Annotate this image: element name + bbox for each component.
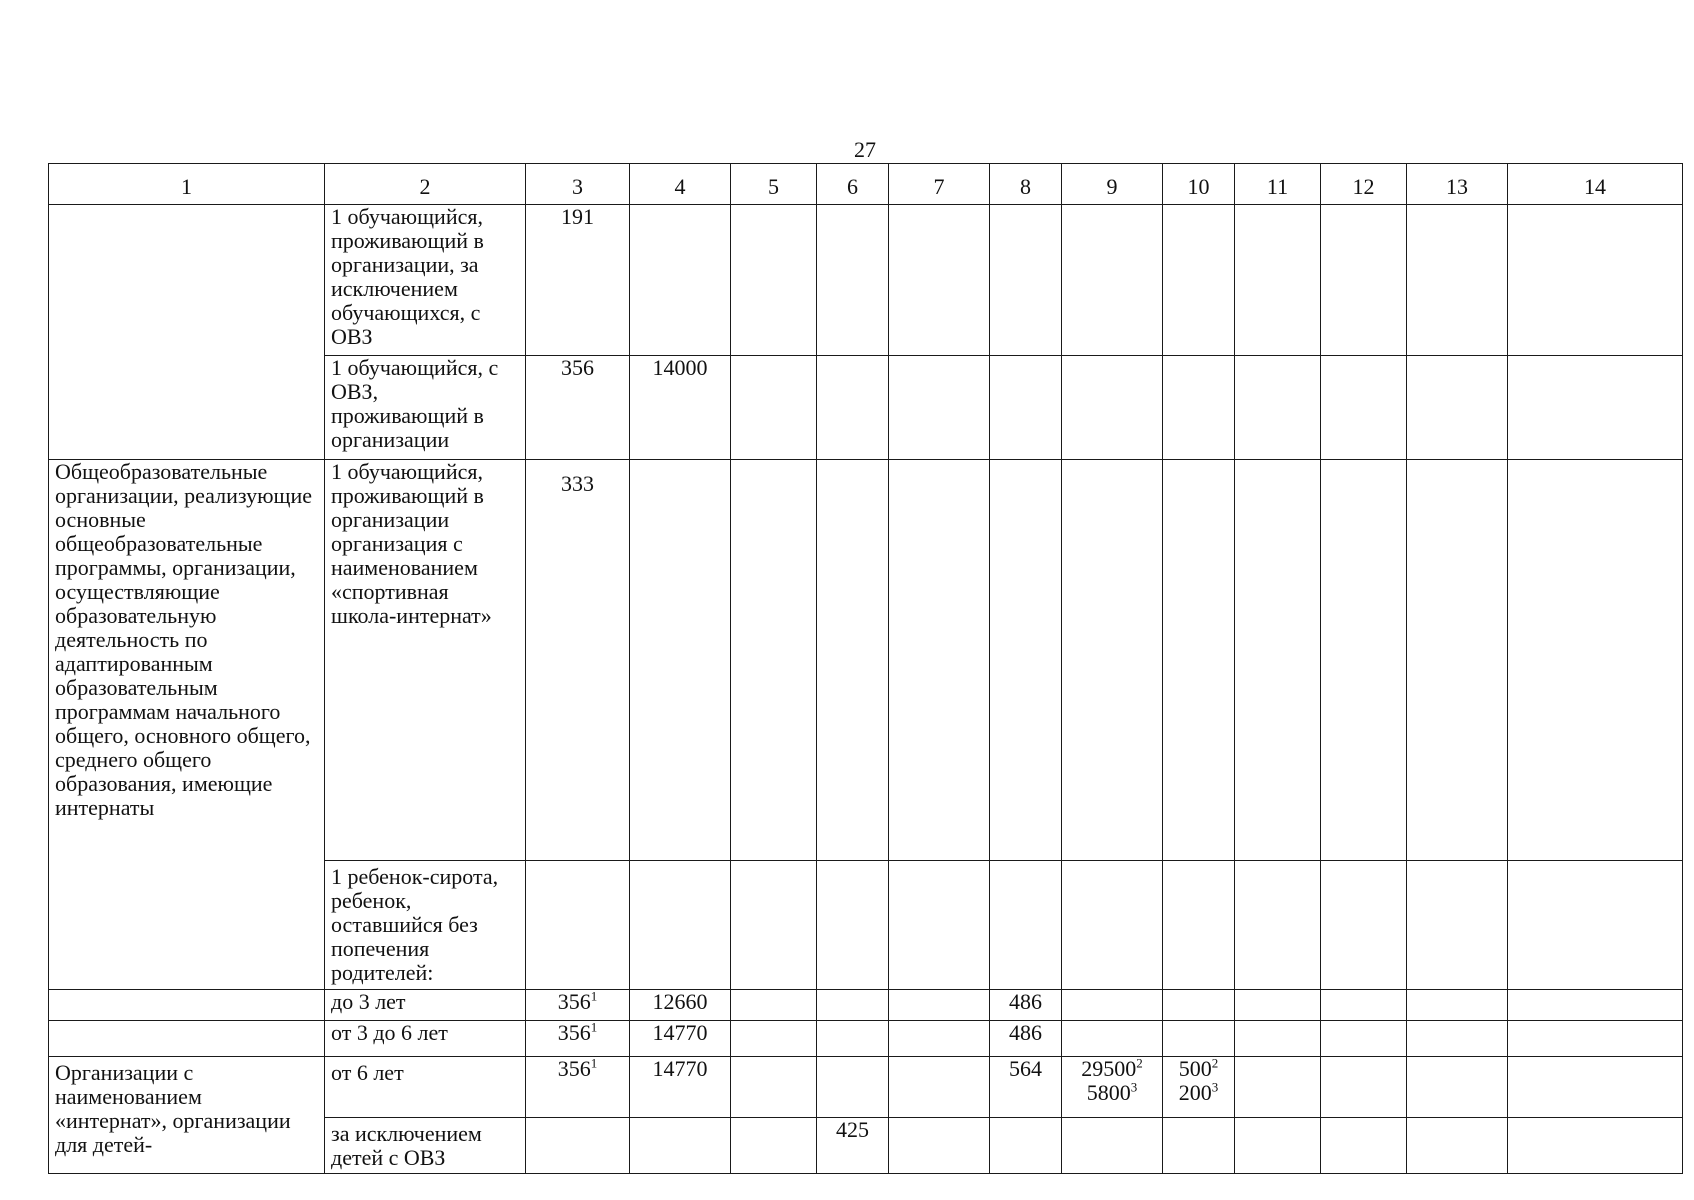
header-cell-9: 9 [1062,164,1163,205]
organization-type-cell: Общеобразовательные организации, реализующие основные общеобразовательные программы, организации, осуществляющие образовательную деятельность по адаптированным образовательным программам начального общего, основного общего, среднего общего образования, имеющие интернаты [49,460,325,990]
value-cell: 29500$^2$ 5800$^3$ [1062,1057,1163,1118]
value-cell: $356^1$ [526,1057,630,1118]
value-cell: 191 [526,205,630,356]
header-cell-7: 7 [889,164,990,205]
value-cell: $356^1$ [526,1021,630,1057]
header-cell-2: 2 [325,164,526,205]
value-cell: 14000 [630,356,731,460]
row-description: от 6 лет [325,1057,526,1118]
table-row [49,1057,1683,1118]
row-description: 1 обучающийся, проживающий в организации, за исключением обучающихся, с ОВЗ [325,205,526,356]
organization-type-cell: Организации с наименованием «интернат», организации для детей- [49,1057,325,1174]
value-cell: $356^1$ [526,990,630,1021]
value-cell: 425 [817,1118,889,1174]
header-cell-10: 10 [1163,164,1235,205]
org-cell-empty [49,205,325,460]
header-cell-12: 12 [1321,164,1407,205]
value-cell: 14770 [630,1057,731,1118]
header-cell-4: 4 [630,164,731,205]
value-cell: 486 [990,990,1062,1021]
row-description: от 3 до 6 лет [325,1021,526,1057]
value-cell: 486 [990,1021,1062,1057]
data-table [48,163,1683,1174]
table-row [49,460,1683,861]
row-description: 1 обучающийся, проживающий в организации организация с наименованием «спортивная школа-интернат» [325,460,526,861]
value-cell: $500^2$ $200^3$ [1163,1057,1235,1118]
header-cell-8: 8 [990,164,1062,205]
value-cell: 564 [990,1057,1062,1118]
row-description: 1 обучающийся, с ОВЗ, проживающий в организации [325,356,526,460]
header-cell-13: 13 [1407,164,1508,205]
row-description: до 3 лет [325,990,526,1021]
value-cell: 14770 [630,1021,731,1057]
header-row [49,164,1683,205]
value-cell: 333 [526,460,630,861]
table-row [49,990,1683,1021]
value-cell: 12660 [630,990,731,1021]
header-cell-5: 5 [731,164,817,205]
page-number: 27 [854,137,876,162]
row-description: 1 ребенок-сирота, ребенок, оставшийся без попечения родителей: [325,861,526,990]
header-cell-14: 14 [1508,164,1683,205]
row-description: за исключением детей с ОВЗ [325,1118,526,1174]
header-cell-3: 3 [526,164,630,205]
table-row [49,205,1683,356]
header-cell-1: 1 [49,164,325,205]
table-row [49,1021,1683,1057]
header-cell-11: 11 [1235,164,1321,205]
value-cell: 356 [526,356,630,460]
header-cell-6: 6 [817,164,889,205]
